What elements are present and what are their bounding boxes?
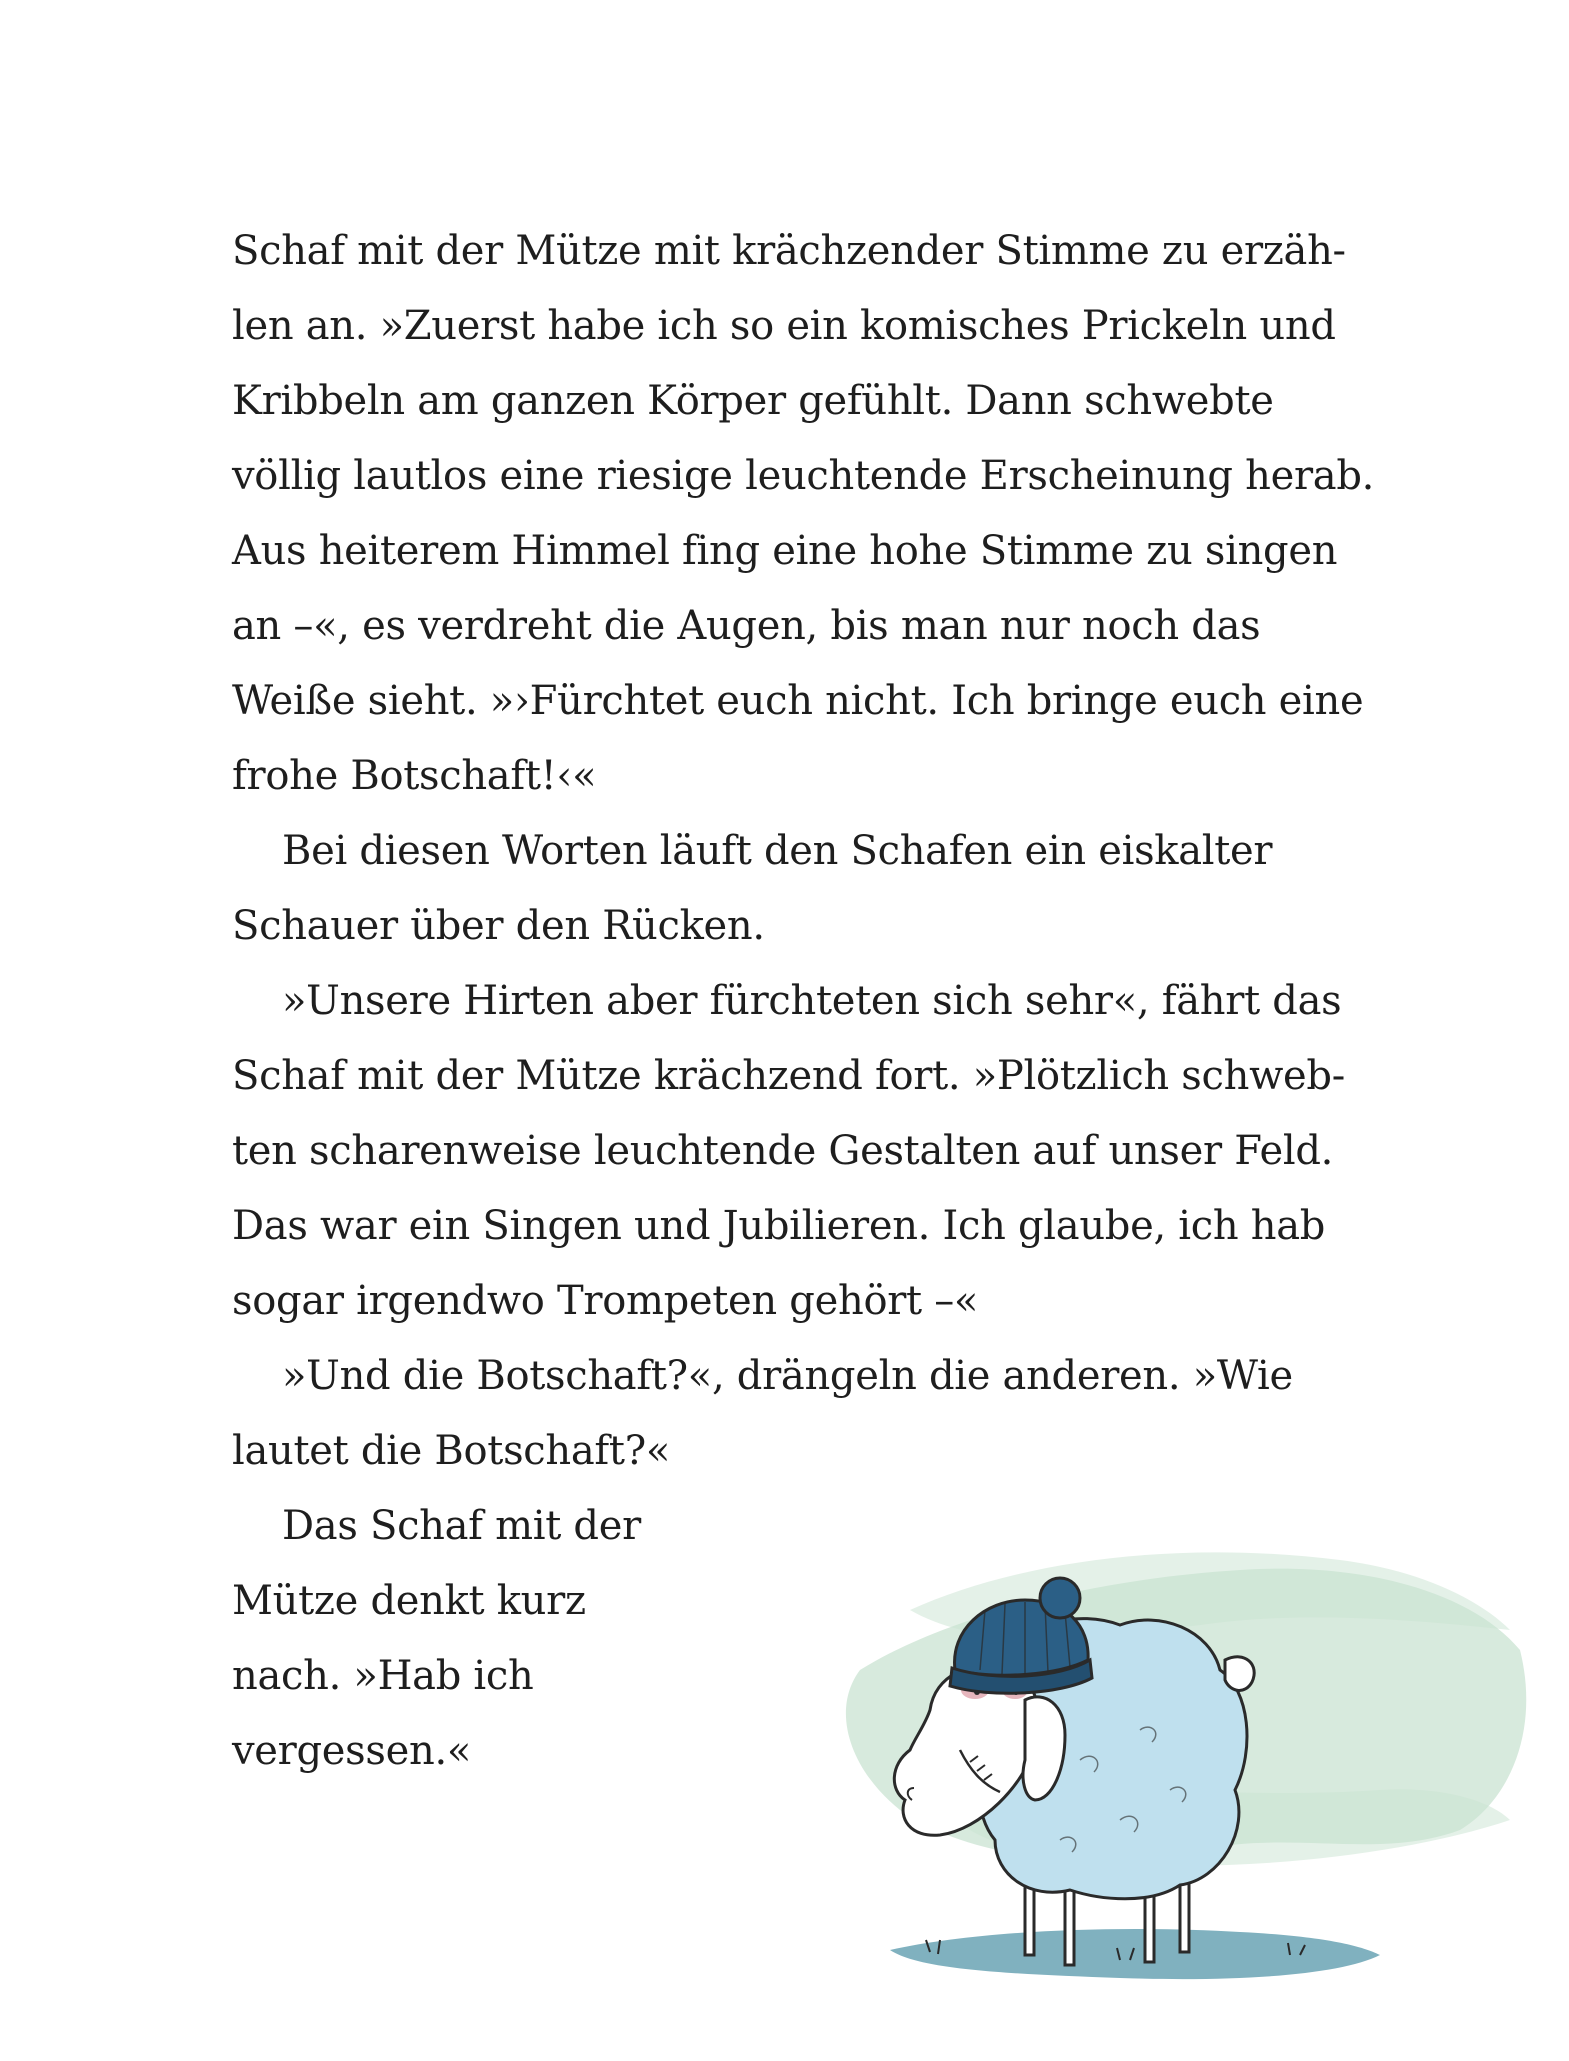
text-line: »Und die Botschaft?«, drängeln die anderen. »Wie xyxy=(282,1353,1293,1399)
text-line: »Unsere Hirten aber fürchteten sich sehr«, fährt das xyxy=(282,978,1342,1024)
text-line: Schaf mit der Mütze krächzend fort. »Plötzlich schweb- xyxy=(232,1053,1345,1099)
text-line: Schaf mit der Mütze mit krächzender Stimme zu erzäh- xyxy=(232,228,1346,274)
sheep-illustration xyxy=(820,1500,1550,2040)
text-line: vergessen.« xyxy=(232,1728,472,1774)
text-line: nach. »Hab ich xyxy=(232,1653,534,1699)
text-line: len an. »Zuerst habe ich so ein komisches Prickeln und xyxy=(232,303,1336,349)
hat-pompom xyxy=(1040,1578,1080,1618)
text-line: Aus heiterem Himmel fing eine hohe Stimme zu singen xyxy=(232,528,1338,574)
text-line: lautet die Botschaft?« xyxy=(232,1428,671,1474)
sheep-tail xyxy=(1225,1657,1254,1691)
text-line: Bei diesen Worten läuft den Schafen ein eiskalter xyxy=(282,828,1273,874)
text-line: Das Schaf mit der xyxy=(282,1503,641,1549)
text-line: Das war ein Singen und Jubilieren. Ich glaube, ich hab xyxy=(232,1203,1326,1249)
text-line: Schauer über den Rücken. xyxy=(232,903,765,949)
text-line: frohe Botschaft!‹« xyxy=(232,753,597,799)
text-line: ten scharenweise leuchtende Gestalten auf unser Feld. xyxy=(232,1128,1334,1174)
text-line: Kribbeln am ganzen Körper gefühlt. Dann schwebte xyxy=(232,378,1274,424)
text-line: sogar irgendwo Trompeten gehört –« xyxy=(232,1278,979,1324)
text-line: Mütze denkt kurz xyxy=(232,1578,586,1624)
ground-shadow xyxy=(890,1929,1380,1979)
text-line: Weiße sieht. »›Fürchtet euch nicht. Ich bringe euch eine xyxy=(232,678,1364,724)
text-line: völlig lautlos eine riesige leuchtende Erscheinung herab. xyxy=(232,453,1375,499)
text-line: an –«, es verdreht die Augen, bis man nur noch das xyxy=(232,603,1261,649)
